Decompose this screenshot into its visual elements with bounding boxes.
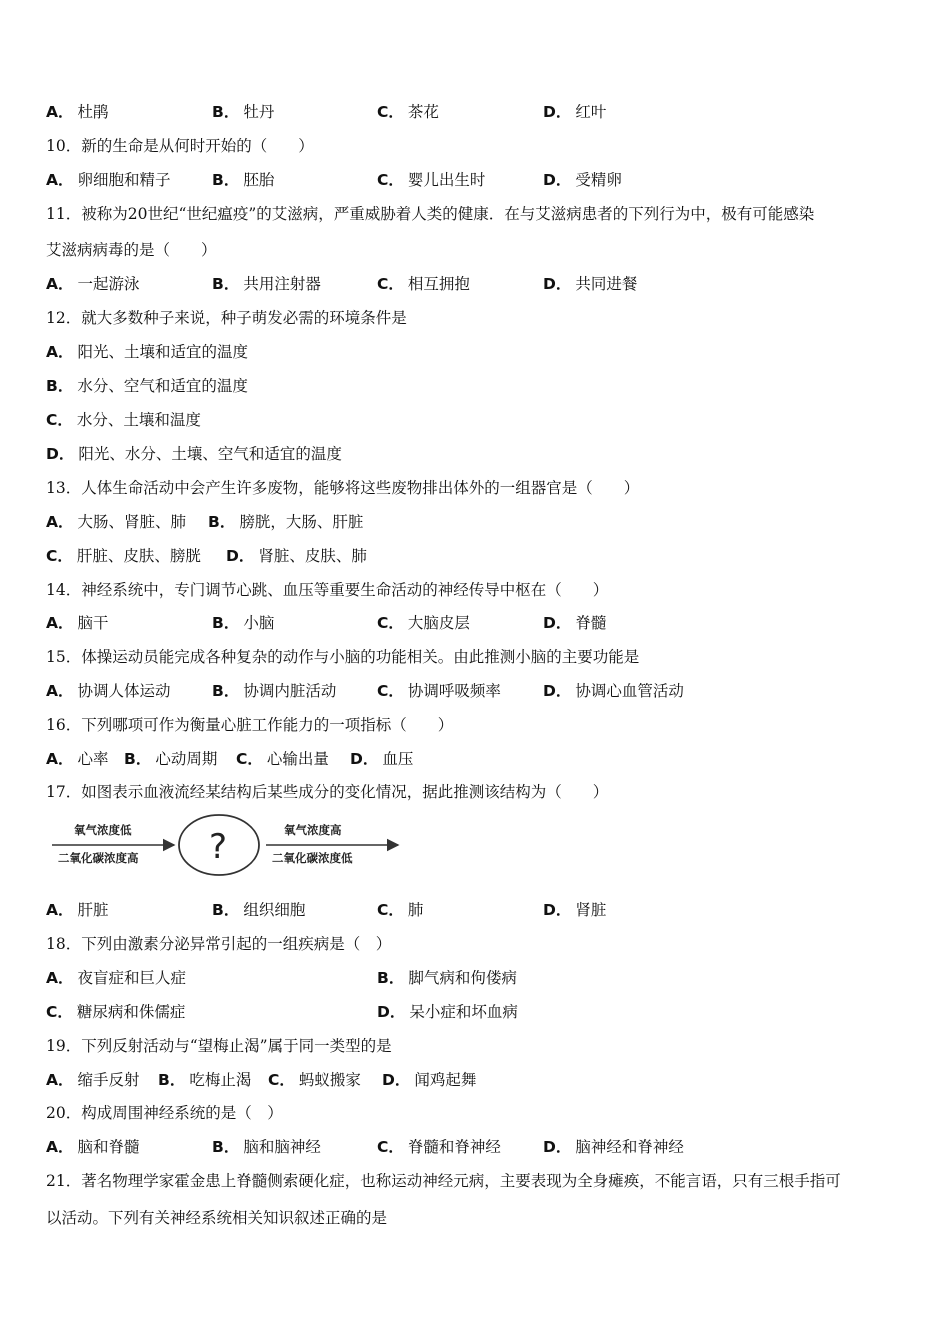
- q11-option-d: D． 共同进餐: [543, 275, 638, 293]
- q12-option-b: B． 水分、空气和适宜的温度: [46, 377, 248, 395]
- q12-option-a: A． 阳光、土壤和适宜的温度: [46, 343, 249, 361]
- q16-option-a: A． 心率: [46, 750, 109, 768]
- q10-option-b: B． 胚胎: [212, 171, 275, 189]
- q19-stem: 19．下列反射活动与“望梅止渴”属于同一类型的是: [46, 1037, 392, 1055]
- q10-option-c: C． 婴儿出生时: [377, 171, 486, 189]
- q11-option-a: A． 一起游泳: [46, 275, 140, 293]
- q13-option-d: D． 肾脏、皮肤、肺: [226, 547, 367, 565]
- q13-stem: 13．人体生命活动中会产生许多废物，能够将这些废物排出体外的一组器官是（ ）: [46, 479, 640, 497]
- q10-stem: 10．新的生命是从何时开始的（ ）: [46, 137, 314, 155]
- q18-stem: 18．下列由激素分泌异常引起的一组疾病是（ ）: [46, 935, 392, 953]
- q19-option-b: B． 吃梅止渴: [158, 1071, 252, 1089]
- q19-option-c: C． 蚂蚁搬家: [268, 1071, 361, 1089]
- q12-option-d: D． 阳光、水分、土壤、空气和适宜的温度: [46, 445, 342, 463]
- q19-option-d: D． 闻鸡起舞: [382, 1071, 477, 1089]
- q14-stem: 14．神经系统中，专门调节心跳、血压等重要生命活动的神经传导中枢在（ ）: [46, 581, 609, 599]
- diagram-left-top-label: 氧气浓度低: [74, 823, 132, 837]
- q20-option-d: D． 脑神经和脊神经: [543, 1138, 684, 1156]
- q16-option-c: C． 心输出量: [236, 750, 329, 768]
- q11-option-b: B． 共用注射器: [212, 275, 321, 293]
- diagram-left-bottom-label: 二氧化碳浓度高: [58, 851, 139, 865]
- q14-option-a: A． 脑干: [46, 614, 109, 632]
- q17-option-b: B． 组织细胞: [212, 901, 306, 919]
- q17-option-d: D． 肾脏: [543, 901, 607, 919]
- q18-option-c: C． 糖尿病和侏儒症: [46, 1003, 186, 1021]
- q17-diagram-svg: [46, 812, 406, 882]
- q15-stem: 15．体操运动员能完成各种复杂的动作与小脑的功能相关。由此推测小脑的主要功能是: [46, 648, 640, 666]
- q15-option-d: D． 协调心血管活动: [543, 682, 684, 700]
- q20-option-c: C． 脊髓和脊神经: [377, 1138, 501, 1156]
- q11-stem-line2: 艾滋病病毒的是（ ）: [46, 241, 217, 259]
- q20-option-b: B． 脑和脑神经: [212, 1138, 321, 1156]
- q18-option-b: B． 脚气病和佝偻病: [377, 969, 517, 987]
- q19-option-a: A． 缩手反射: [46, 1071, 140, 1089]
- q16-stem: 16．下列哪项可作为衡量心脏工作能力的一项指标（ ）: [46, 716, 454, 734]
- q17-diagram: [46, 812, 406, 882]
- q20-option-a: A． 脑和脊髓: [46, 1138, 140, 1156]
- q15-option-b: B． 协调内脏活动: [212, 682, 337, 700]
- q11-option-c: C． 相互拥抱: [377, 275, 470, 293]
- q15-option-a: A． 协调人体运动: [46, 682, 171, 700]
- q14-option-d: D． 脊髓: [543, 614, 607, 632]
- q17-option-c: C． 肺: [377, 901, 424, 919]
- q16-option-b: B． 心动周期: [124, 750, 218, 768]
- q16-option-d: D． 血压: [350, 750, 414, 768]
- q14-option-c: C． 大脑皮层: [377, 614, 470, 632]
- diagram-right-bottom-label: 二氧化碳浓度低: [272, 851, 353, 865]
- q18-option-a: A． 夜盲症和巨人症: [46, 969, 187, 987]
- q13-option-c: C． 肝脏、皮肤、膀胱: [46, 547, 201, 565]
- diagram-right-top-label: 氧气浓度高: [284, 823, 342, 837]
- q10-option-d: D． 受精卵: [543, 171, 622, 189]
- q15-option-c: C． 协调呼吸频率: [377, 682, 501, 700]
- q9-option-b: B． 牡丹: [212, 103, 275, 121]
- q9-option-a: A． 杜鹃: [46, 103, 109, 121]
- q20-stem: 20．构成周围神经系统的是（ ）: [46, 1104, 283, 1122]
- q18-option-d: D． 呆小症和坏血病: [377, 1003, 518, 1021]
- q13-option-b: B． 膀胱，大肠、肝脏: [208, 513, 364, 531]
- q17-stem: 17．如图表示血液流经某结构后某些成分的变化情况，据此推测该结构为（ ）: [46, 783, 609, 801]
- diagram-question-mark: ?: [209, 827, 228, 867]
- q10-option-a: A． 卵细胞和精子: [46, 171, 171, 189]
- q9-option-c: C． 茶花: [377, 103, 439, 121]
- q12-stem: 12．就大多数种子来说，种子萌发必需的环境条件是: [46, 309, 407, 327]
- q12-option-c: C． 水分、土壤和温度: [46, 411, 201, 429]
- q17-option-a: A． 肝脏: [46, 901, 109, 919]
- q21-stem-line2: 以活动。下列有关神经系统相关知识叙述正确的是: [46, 1209, 388, 1227]
- q14-option-b: B． 小脑: [212, 614, 275, 632]
- q13-option-a: A． 大肠、肾脏、肺: [46, 513, 187, 531]
- q21-stem-line1: 21．著名物理学家霍金患上脊髓侧索硬化症，也称运动神经元病，主要表现为全身瘫痪，不能言语，只有三根手指可: [46, 1172, 841, 1190]
- q11-stem-line1: 11．被称为20世纪“世纪瘟疫”的艾滋病，严重威胁着人类的健康．在与艾滋病患者的下列行为中，极有可能感染: [46, 205, 815, 223]
- q9-option-d: D． 红叶: [543, 103, 607, 121]
